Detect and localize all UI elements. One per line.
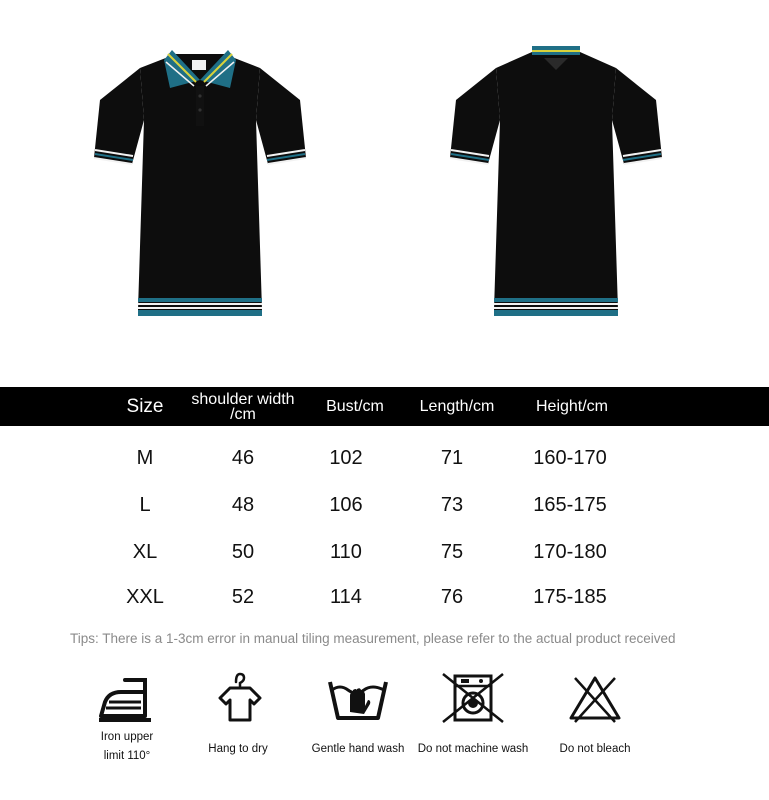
cell-bust: 114 xyxy=(330,585,362,608)
care-iron-label: Iron upper limit 110° xyxy=(100,731,154,762)
cell-shoulder: 52 xyxy=(231,585,255,608)
cell-length: 76 xyxy=(440,585,464,608)
cell-height: 165-175 xyxy=(533,493,607,516)
cell-height: 160-170 xyxy=(533,446,607,469)
polo-front-image xyxy=(92,40,308,330)
care-no-machine-wash-label: Do not machine wash xyxy=(417,743,529,755)
header-height: Height/cm xyxy=(535,397,609,415)
size-row-m xyxy=(0,443,769,473)
cell-shoulder: 46 xyxy=(231,446,255,469)
header-size: Size xyxy=(126,395,164,417)
cell-bust: 110 xyxy=(330,540,362,563)
polo-back-image xyxy=(448,40,664,330)
cell-length: 71 xyxy=(440,446,464,469)
care-hang-dry-label: Hang to dry xyxy=(208,743,268,755)
header-bust: Bust/cm xyxy=(326,397,384,415)
header-shoulder-line1: shoulder width xyxy=(191,390,295,408)
size-row-xl xyxy=(0,537,769,567)
hang-dry-icon xyxy=(173,672,303,728)
size-row-l xyxy=(0,490,769,520)
no-bleach-icon xyxy=(530,672,660,728)
header-shoulder-line2: /cm xyxy=(230,405,256,423)
hand-wash-icon xyxy=(293,672,423,728)
size-row-xxl xyxy=(0,582,769,612)
care-no-bleach-label: Do not bleach xyxy=(559,743,631,755)
measurement-tip: Tips: There is a 1-3cm error in manual tiling measurement, please refer to the actual product received xyxy=(70,631,676,646)
header-length: Length/cm xyxy=(419,397,495,415)
cell-height: 175-185 xyxy=(533,585,607,608)
cell-size: L xyxy=(139,493,151,516)
cell-shoulder: 48 xyxy=(231,493,255,516)
size-table-header xyxy=(0,387,769,426)
cell-height: 170-180 xyxy=(533,540,607,563)
cell-length: 73 xyxy=(440,493,464,516)
cell-bust: 106 xyxy=(329,493,363,516)
header-shoulder-width xyxy=(180,387,306,426)
cell-shoulder: 50 xyxy=(231,540,255,563)
cell-size: XXL xyxy=(126,585,164,608)
cell-size: M xyxy=(136,446,154,469)
no-machine-wash-icon xyxy=(408,672,538,728)
cell-size: XL xyxy=(132,540,158,563)
cell-bust: 102 xyxy=(329,446,363,469)
care-hand-wash-label: Gentle hand wash xyxy=(311,743,405,755)
cell-length: 75 xyxy=(440,540,464,563)
